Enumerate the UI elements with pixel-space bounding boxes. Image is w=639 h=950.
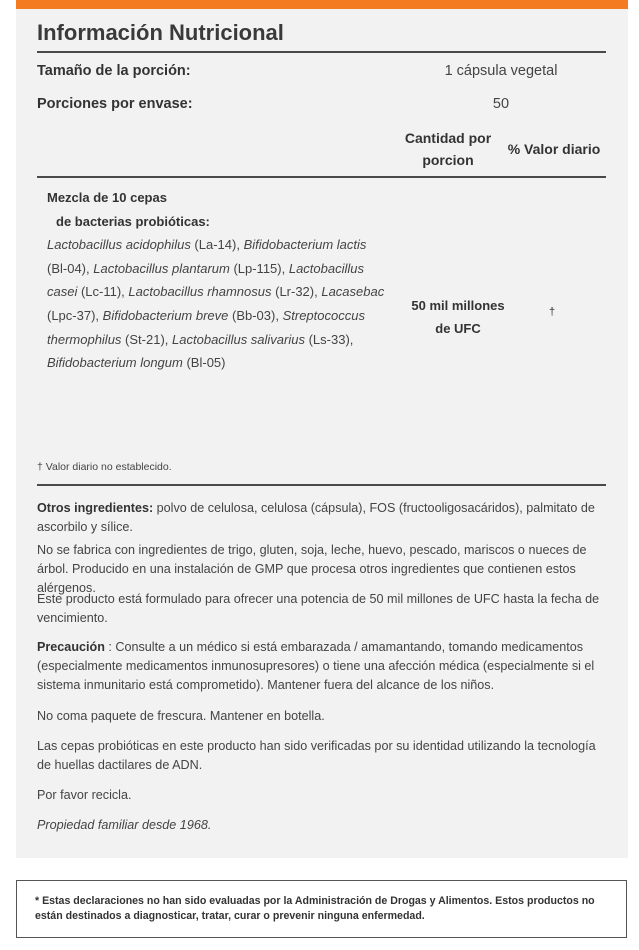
strain-code-2: (Bl-04), [47,260,90,276]
blend-amount [398,294,518,340]
blend-name: Mezcla de 10 cepas [47,190,167,205]
freshness-statement: No coma paquete de frescura. Mantener en botella. [37,709,325,723]
strain-code-7: (Bb-03), [228,307,283,323]
serving-size-value: 1 cápsula vegetal [444,63,558,79]
ingredients-divider [37,484,606,486]
family-owned-statement [37,816,609,835]
blend-amount-line2: de UFC [435,321,481,336]
title-divider [37,51,606,53]
serving-size-label: Tamaño de la porción: [37,63,191,79]
fda-disclaimer: * Estas declaraciones no han sido evaluadas por la Administración de Drogas y Alimentos. Estos productos no están destinados a diagnosticar, tratar, curar o prevenir ninguna enfermedad. [16,880,627,938]
panel-title: Información Nutricional [37,20,284,45]
strain-code-1: (La-14), [190,237,244,253]
amount-per-serving-header [394,127,502,171]
strain-8: Streptococcus thermophilus [47,307,365,347]
strain-4: Lactobacillus casei [47,260,364,300]
strain-code-9: (Ls-33), [304,331,354,347]
amount-header-line1: Cantidad por [404,130,492,146]
strain-2: Bifidobacterium lactis [243,237,367,253]
header-divider [37,176,606,178]
caution-text: : Consulte a un médico si está embarazada / amamantando, tomando medicamentos (especialmente medicamentos inmunosupresores) o tiene una afección médica (especialmente si el sistema inmunitario está comprometido). Mantener fuera del alcance de los niños. [37,640,595,692]
strain-9: Lactobacillus salivarius [172,331,305,347]
caution-statement [37,638,609,695]
strain-7: Bifidobacterium breve [102,307,229,323]
recycle-statement: Por favor recicla. [37,788,132,802]
other-ingredients-text: polvo de celulosa, celulosa (cápsula), FOS (fructooligosacáridos), palmitato de ascorbilo y sílice. [37,501,595,534]
daily-value-header: % Valor diario [507,141,601,157]
strain-5: Lactobacillus rhamnosus [128,284,272,300]
strain-code-3: (Lp-115), [229,260,289,276]
servings-per-container-label: Porciones por envase: [37,96,193,112]
strain-code-10: (Bl-05) [182,355,226,371]
blend-amount-line1: 50 mil millones [411,298,505,313]
strain-code-5: (Lr-32), [271,284,322,300]
strain-10: Bifidobacterium longum [47,355,183,371]
caution-label: Precaución [37,640,105,654]
strain-1: Lactobacillus acidophilus [47,237,191,253]
nutrition-panel [16,0,628,858]
strain-6: Lacasebac [321,284,385,300]
amount-header-line2: porcion [422,152,474,168]
other-ingredients [37,499,609,537]
daily-value-footnote: † Valor diario no establecido. [37,461,172,473]
strain-code-6: (Lpc-37), [47,307,100,323]
potency-statement: Este producto está formulado para ofrecer una potencia de 50 mil millones de UFC hasta la fecha de vencimiento. [37,592,600,625]
accent-top-bar [16,0,628,9]
probiotic-blend [47,186,387,375]
other-ingredients-label: Otros ingredientes: [37,501,154,515]
strain-list [47,233,387,375]
strain-3: Lactobacillus plantarum [93,260,230,276]
allergen-statement: No se fabrica con ingredientes de trigo, gluten, soja, leche, huevo, pescado, mariscos o nueces de árbol. Producido en una instalación de GMP que procesa otros ingredientes que contienen estos alérgenos. [37,543,587,595]
servings-per-container-value: 50 [492,96,510,112]
strain-code-8: (St-21), [121,331,169,347]
strain-code-4: (Lc-11), [77,284,125,300]
dna-verification-statement: Las cepas probióticas en este producto han sido verificadas por su identidad utilizando la tecnología de huellas dactilares de ADN. [37,739,596,772]
family-owned-text: Propiedad familiar desde 1968. [37,818,212,832]
blend-name-sub: de bacterias probióticas: [56,213,210,229]
blend-daily-value: † [549,306,556,318]
